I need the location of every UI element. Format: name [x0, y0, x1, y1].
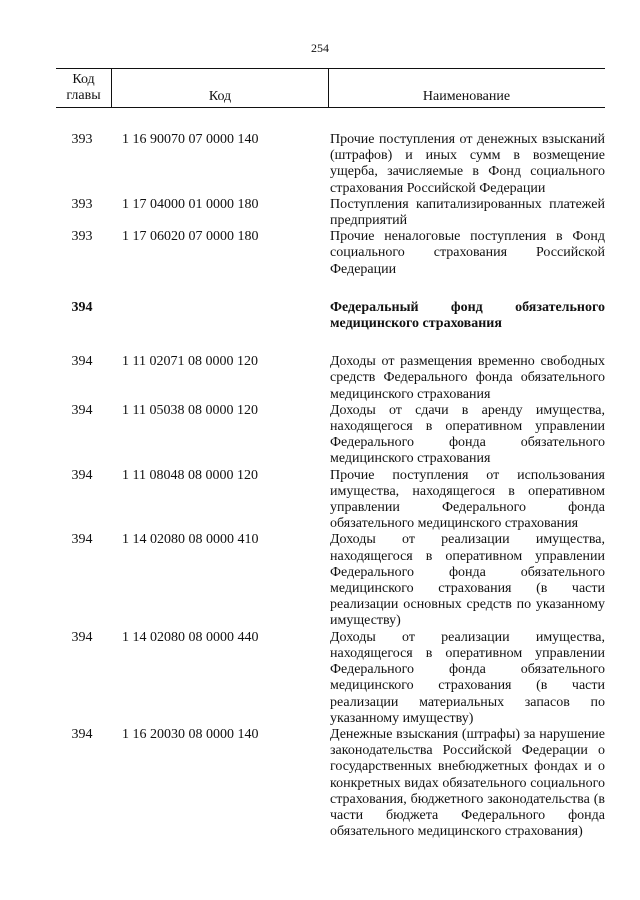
cell-glava: 394 — [71, 532, 93, 548]
cell-kod: 1 16 90070 07 0000 140 — [122, 132, 259, 147]
table-row — [56, 354, 605, 403]
cell-glava: 394 — [71, 402, 93, 418]
table-row — [56, 630, 605, 727]
table-row — [56, 197, 605, 229]
cell-kod: 1 16 20030 08 0000 140 — [122, 726, 259, 742]
table-row — [56, 727, 605, 840]
header-name-label: Наименование — [422, 89, 511, 104]
cell-name: Поступления капитализированных платежей предприятий — [330, 196, 605, 229]
cell-glava: 393 — [71, 229, 93, 245]
cell-name: Прочие неналоговые поступления в Фонд социального страхования Российской Федерации — [330, 229, 605, 277]
cell-kod: 1 11 02071 08 0000 120 — [122, 354, 258, 370]
cell-name: Прочие поступления от использования имущества, находящегося в оперативном управлении Федерального фонда обязательного медицинского страхования — [330, 467, 605, 532]
cell-name: Доходы от реализации имущества, находящегося в оперативном управлении Федерального фонда обязательного медицинского страхования (в части реализации основных средств по указанному имуществу) — [330, 532, 605, 629]
cell-name: Доходы от размещения временно свободных средств Федерального фонда обязательного медицинского страхования — [330, 354, 605, 402]
section-heading-row — [56, 300, 605, 332]
page-number: 254 — [311, 41, 329, 55]
cell-kod: 1 14 02080 08 0000 440 — [122, 629, 259, 645]
cell-kod: 1 17 06020 07 0000 180 — [122, 229, 259, 245]
cell-name: Прочие поступления от денежных взысканий (штрафов) и иных сумм в возмещение ущерба, зачисляемые в Фонд социального страхования Российской Федерации — [330, 132, 605, 196]
table-row — [56, 229, 605, 278]
cell-glava: 393 — [71, 196, 93, 212]
cell-kod: 1 11 08048 08 0000 120 — [122, 467, 258, 483]
header-kod — [112, 69, 329, 107]
table-header — [56, 68, 605, 108]
cell-name: Доходы от сдачи в аренду имущества, находящегося в оперативном управлении Федерального фонда обязательного медицинского страхования — [330, 402, 605, 467]
cell-glava: 394 — [71, 726, 93, 742]
cell-glava: 394 — [71, 629, 93, 645]
cell-kod: 1 11 05038 08 0000 120 — [122, 402, 258, 418]
cell-glava: 393 — [71, 132, 93, 147]
table-row — [56, 132, 605, 197]
table-row — [56, 468, 605, 533]
header-kod-label: Код — [208, 89, 232, 104]
cell-name: Денежные взыскания (штрафы) за нарушение законодательства Российской Федерации о государственных внебюджетных фондах и о конкретных видах обязательного социального страхования, бюджетного законодательства (в части бюджета Федерального фонда обязательного медицинского страхования) — [330, 726, 605, 840]
table-row — [56, 403, 605, 468]
cell-kod: 1 14 02080 08 0000 410 — [122, 532, 259, 548]
header-glava-line1: Код — [72, 72, 95, 87]
header-glava — [56, 69, 112, 107]
header-glava-line2: главы — [66, 88, 101, 103]
cell-kod: 1 17 04000 01 0000 180 — [122, 196, 259, 212]
cell-glava: 394 — [71, 299, 93, 315]
section-heading: Федеральный фонд обязательного медицинского страхования — [330, 299, 605, 332]
cell-name: Доходы от реализации имущества, находящегося в оперативном управлении Федерального фонда обязательного медицинского страхования (в части реализации материальных запасов по указанному имуществу) — [330, 629, 605, 726]
cell-glava: 394 — [71, 354, 93, 370]
cell-glava: 394 — [71, 467, 93, 483]
header-name — [328, 69, 605, 107]
table-row — [56, 532, 605, 629]
table-body — [56, 132, 605, 840]
cell-kod — [112, 300, 330, 332]
